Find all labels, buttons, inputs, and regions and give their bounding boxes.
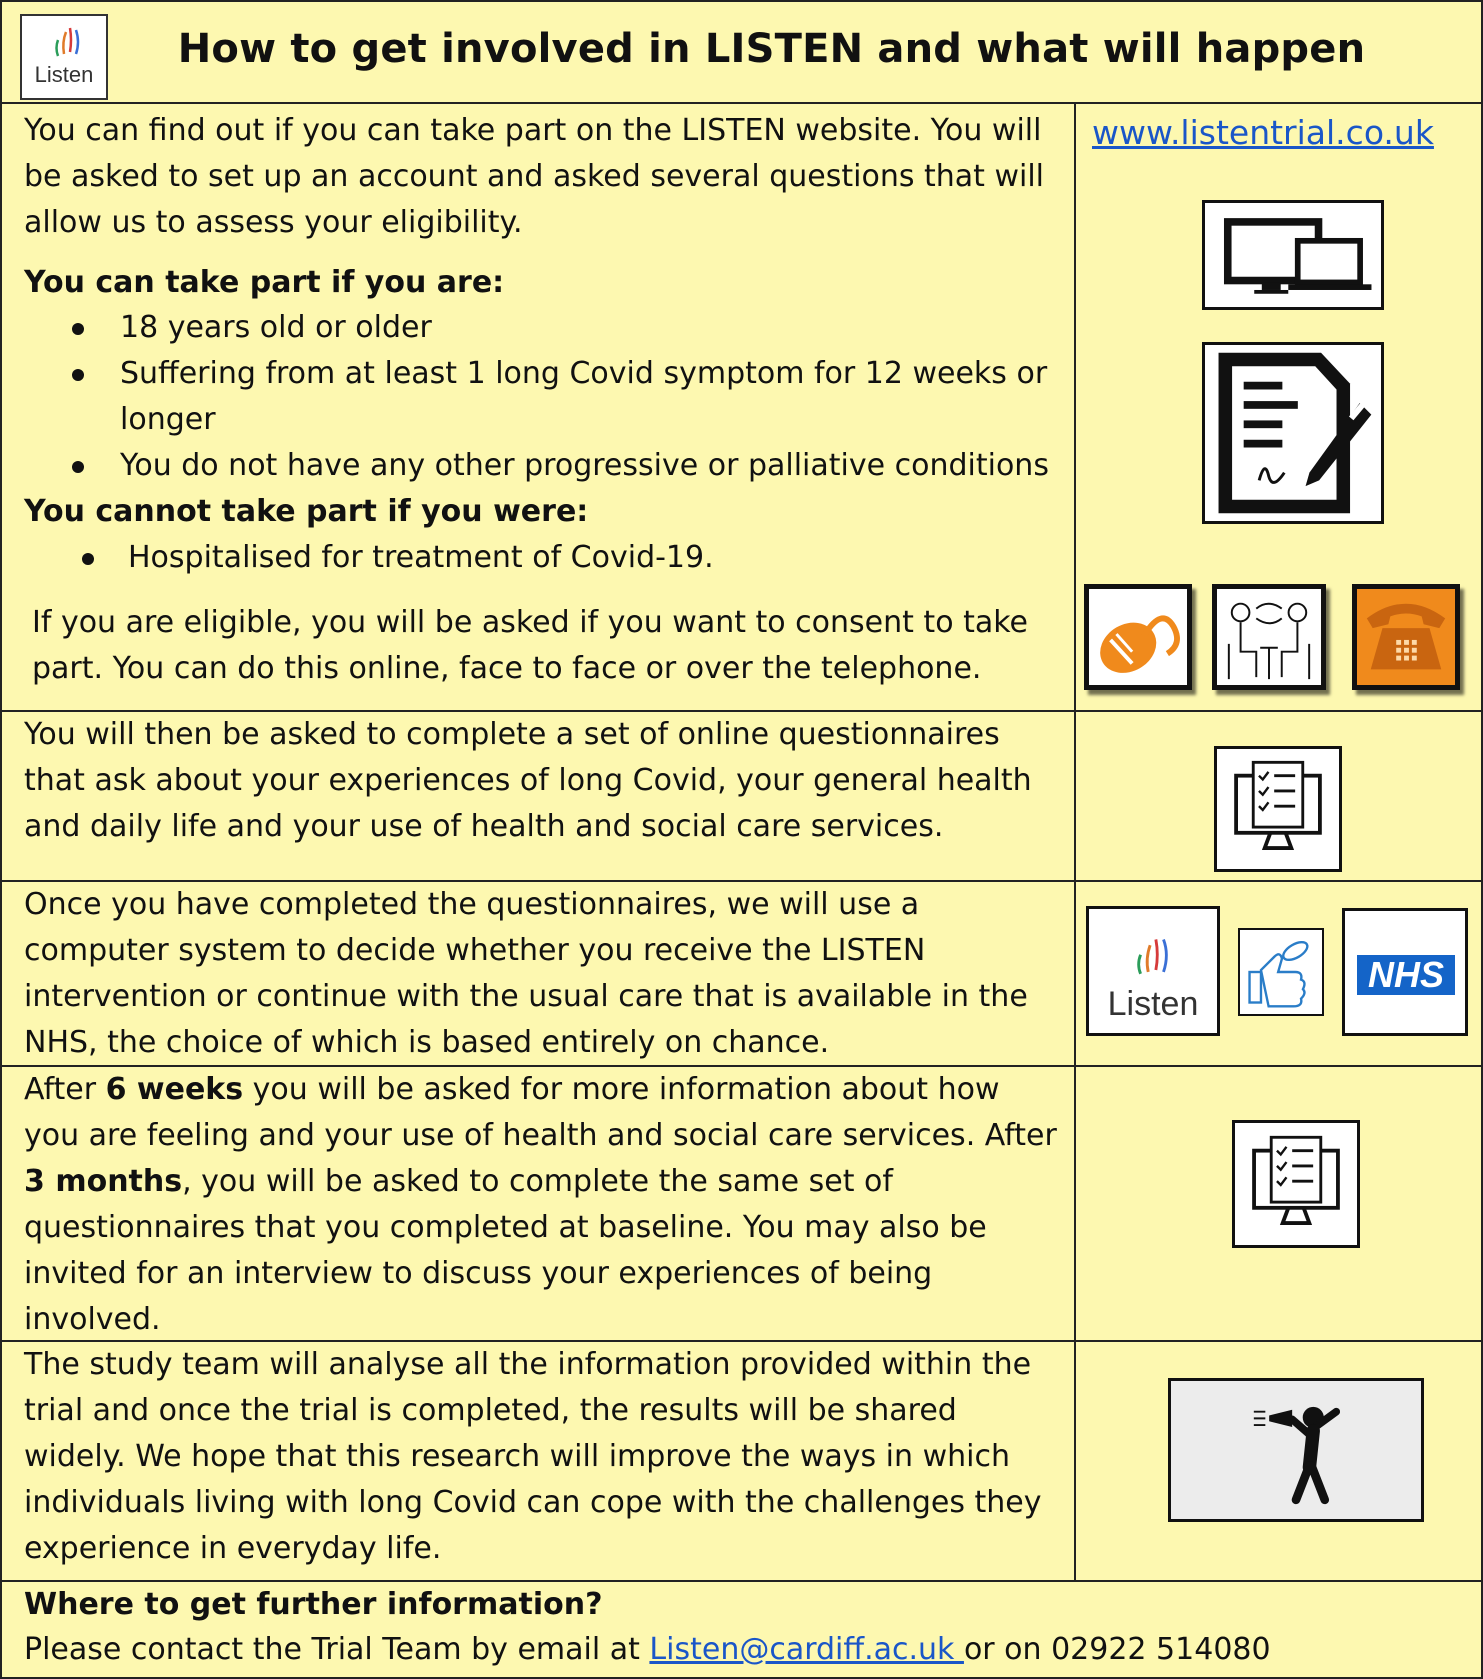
listen-logo-icon bbox=[1089, 909, 1217, 989]
column-divider bbox=[1074, 102, 1076, 1580]
text-line: experience in everyday life. bbox=[24, 1531, 442, 1566]
text-line: invited for an interview to discuss your experiences of being bbox=[24, 1256, 933, 1291]
intro-line: be asked to set up an account and asked several questions that will bbox=[24, 159, 1044, 194]
text-line: computer system to decide whether you receive the LISTEN bbox=[24, 933, 926, 968]
intro-line: allow us to assess your eligibility. bbox=[24, 205, 523, 240]
consent-line: If you are eligible, you will be asked if you want to consent to take bbox=[32, 605, 1028, 640]
follow-up-text bbox=[24, 1067, 1064, 1343]
signed-document-icon bbox=[1202, 342, 1384, 524]
text-line: You will then be asked to complete a set of online questionnaires bbox=[24, 717, 1000, 752]
nhs-logo-icon bbox=[1342, 908, 1468, 1036]
thumbs-up-coin-icon bbox=[1238, 928, 1324, 1016]
contact-line bbox=[24, 1627, 1464, 1673]
consent-line: part. You can do this online, face to face or over the telephone. bbox=[32, 651, 982, 686]
results-text bbox=[24, 1342, 1064, 1572]
text-line: The study team will analyse all the information provided within the bbox=[24, 1347, 1032, 1382]
face-to-face-icon bbox=[1212, 584, 1326, 690]
website-link[interactable] bbox=[1092, 110, 1434, 156]
list-item bbox=[72, 443, 1049, 489]
text-line bbox=[24, 1067, 1064, 1113]
three-months-emphasis: 3 months bbox=[24, 1164, 183, 1199]
footer-heading: Where to get further information? bbox=[24, 1587, 603, 1622]
website-link-text[interactable]: www.listentrial.co.uk bbox=[1092, 113, 1434, 152]
list-item-text: 18 years old or older bbox=[120, 310, 432, 345]
text-line: questionnaires that you completed at baseline. You may also be bbox=[24, 1210, 987, 1245]
list-item-text: You do not have any other progressive or palliative conditions bbox=[120, 448, 1049, 483]
text-line: that ask about your experiences of long Covid, your general health bbox=[24, 763, 1032, 798]
computer-devices-icon bbox=[1202, 200, 1384, 310]
online-questionnaire-icon bbox=[1232, 1120, 1360, 1248]
list-item-text: Hospitalised for treatment of Covid-19. bbox=[128, 540, 714, 575]
text-run: , you will be asked to complete the same set of bbox=[182, 1164, 893, 1199]
can-take-part-heading: You can take part if you are: bbox=[24, 265, 505, 300]
text-line: you are feeling and your use of health and social care services. After bbox=[24, 1118, 1057, 1153]
contact-text: Please contact the Trial Team by email at bbox=[24, 1632, 650, 1667]
logo-text: Listen bbox=[34, 62, 94, 87]
mouse-icon bbox=[1084, 584, 1192, 690]
online-questionnaire-icon bbox=[1214, 746, 1342, 872]
text-run: After bbox=[24, 1072, 106, 1107]
logo-text: Listen bbox=[1107, 985, 1199, 1023]
questionnaire-text bbox=[24, 712, 1064, 850]
phone-text: or on 02922 514080 bbox=[963, 1632, 1271, 1667]
megaphone-person-icon bbox=[1168, 1378, 1424, 1522]
text-line: intervention or continue with the usual care that is available in the bbox=[24, 979, 1028, 1014]
list-item bbox=[72, 305, 432, 351]
text-line: involved. bbox=[24, 1302, 161, 1337]
text-line: widely. We hope that this research will improve the ways in which bbox=[24, 1439, 1010, 1474]
text-line: trial and once the trial is completed, the results will be shared bbox=[24, 1393, 957, 1428]
page-title: How to get involved in LISTEN and what will happen bbox=[177, 26, 1366, 72]
consent-text bbox=[32, 600, 1072, 692]
list-item-text: Suffering from at least 1 long Covid symptom for 12 weeks or bbox=[120, 356, 1048, 391]
telephone-icon bbox=[1352, 584, 1460, 690]
nhs-text: NHS bbox=[1357, 955, 1455, 995]
text-line: Once you have completed the questionnaires, we will use a bbox=[24, 887, 920, 922]
text-line: individuals living with long Covid can cope with the challenges they bbox=[24, 1485, 1042, 1520]
listen-logo-badge bbox=[1086, 906, 1220, 1036]
list-item bbox=[82, 535, 714, 581]
cannot-take-part-heading: You cannot take part if you were: bbox=[24, 494, 589, 529]
list-item bbox=[72, 351, 1047, 397]
divider bbox=[2, 102, 1483, 104]
intro-line: You can find out if you can take part on the LISTEN website. You will bbox=[24, 113, 1042, 148]
list-item-continuation: longer bbox=[120, 402, 216, 437]
text-line: NHS, the choice of which is based entirely on chance. bbox=[24, 1025, 830, 1060]
text-run: you will be asked for more information about how bbox=[243, 1072, 1000, 1107]
intro-text bbox=[24, 108, 1064, 246]
randomisation-text bbox=[24, 882, 1064, 1066]
text-line: and daily life and your use of health and social care services. bbox=[24, 809, 944, 844]
email-link[interactable]: Listen@cardiff.ac.uk bbox=[649, 1632, 964, 1667]
six-weeks-emphasis: 6 weeks bbox=[105, 1072, 244, 1107]
text-line bbox=[24, 1159, 1064, 1205]
